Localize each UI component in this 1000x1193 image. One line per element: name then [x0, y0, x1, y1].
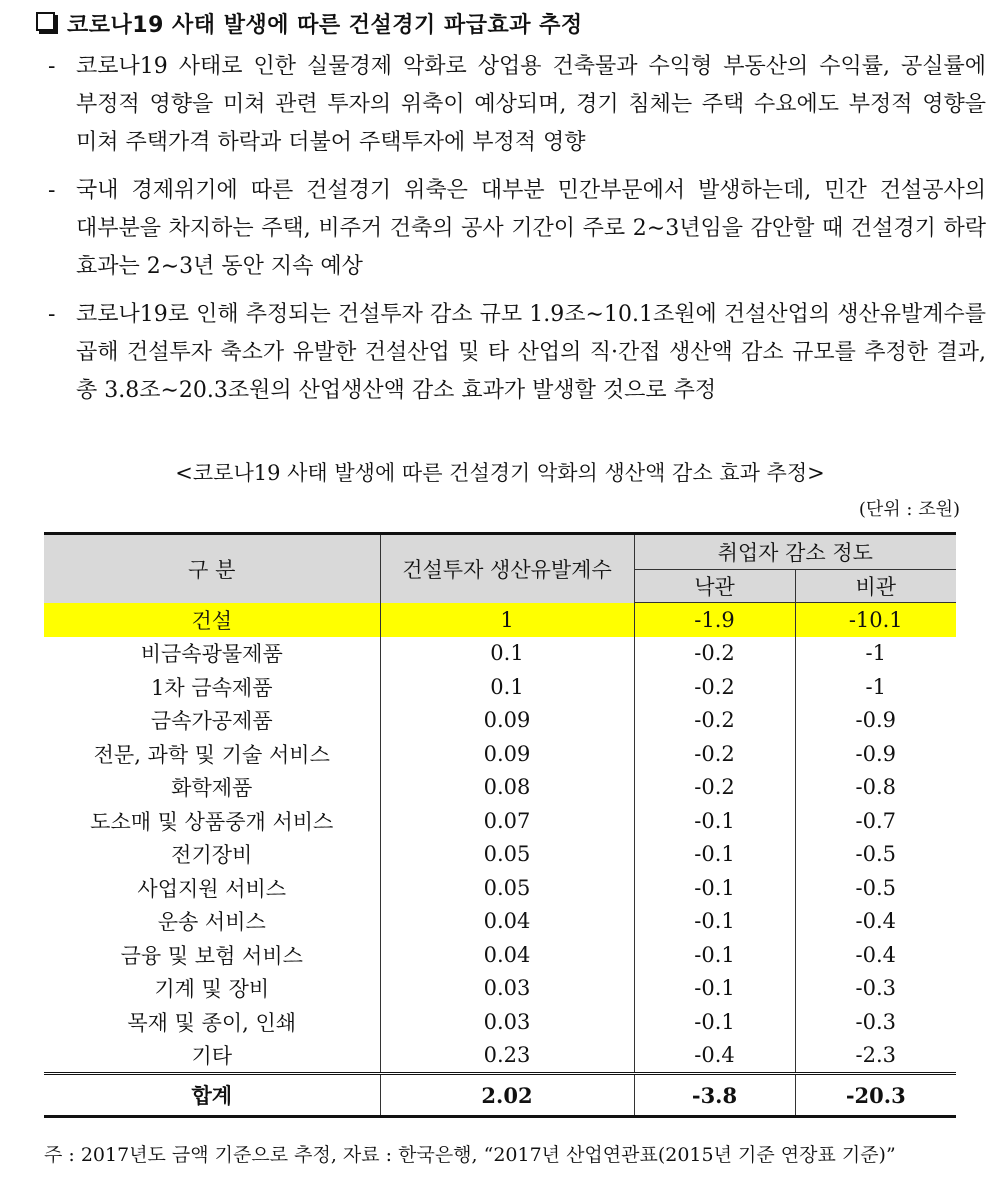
unit-label: (단위 : 조원): [858, 499, 960, 520]
cell-optimistic: -0.1: [634, 905, 795, 939]
cell-optimistic: -0.2: [634, 737, 795, 771]
cell-optimistic: -0.1: [634, 838, 795, 872]
cell-coefficient: 0.03: [380, 972, 634, 1006]
total-row: [44, 1074, 956, 1117]
cell-category: 1차 금속제품: [44, 670, 380, 704]
cell-pessimistic: -0.9: [795, 704, 956, 738]
header-coefficient: 건설투자 생산유발계수: [380, 534, 634, 603]
cell-optimistic: -0.2: [634, 704, 795, 738]
table-row: [44, 905, 956, 939]
dash-marker: -: [48, 302, 56, 327]
total-coefficient: 2.02: [380, 1074, 634, 1117]
bullet-item: [36, 48, 986, 162]
cell-category: 화학제품: [44, 771, 380, 805]
table-row: [44, 804, 956, 838]
cell-coefficient: 0.08: [380, 771, 634, 805]
cell-pessimistic: -0.4: [795, 938, 956, 972]
cell-optimistic: -0.1: [634, 1005, 795, 1039]
cell-optimistic: -0.2: [634, 771, 795, 805]
cell-category: 사업지원 서비스: [44, 871, 380, 905]
total-category: 합계: [44, 1074, 380, 1117]
cell-category: 도소매 및 상품중개 서비스: [44, 804, 380, 838]
table-row: [44, 871, 956, 905]
table-row: [44, 771, 956, 805]
section-heading: [36, 8, 583, 39]
bullet-list: [36, 48, 986, 420]
bullet-text: 코로나19 사태로 인한 실물경제 악화로 상업용 건축물과 수익형 부동산의 수익률, 공실률에 부정적 영향을 미쳐 관련 투자의 위축이 예상되며, 경기 침체는 주택 수요에도 부정적 영향을 미쳐 주택가격 하락과 더불어 주택투자에 부정적 영향: [76, 54, 986, 155]
cell-coefficient: 0.03: [380, 1005, 634, 1039]
cell-optimistic: -1.9: [634, 603, 795, 637]
cell-coefficient: 0.05: [380, 838, 634, 872]
cell-pessimistic: -0.9: [795, 737, 956, 771]
total-optimistic: -3.8: [634, 1074, 795, 1117]
dash-marker: -: [48, 178, 56, 203]
header-optimistic: 낙관: [634, 570, 795, 603]
cell-pessimistic: -0.3: [795, 972, 956, 1006]
bullet-item: [36, 296, 986, 410]
table-row: [44, 838, 956, 872]
checkbox-square-icon: [36, 12, 55, 31]
cell-pessimistic: -0.3: [795, 1005, 956, 1039]
cell-optimistic: -0.2: [634, 670, 795, 704]
table-row: [44, 704, 956, 738]
table-row: [44, 972, 956, 1006]
cell-pessimistic: -10.1: [795, 603, 956, 637]
table-row: [44, 1005, 956, 1039]
table-row: [44, 637, 956, 671]
table-row: [44, 1039, 956, 1074]
cell-coefficient: 0.1: [380, 670, 634, 704]
cell-optimistic: -0.4: [634, 1039, 795, 1074]
cell-pessimistic: -1: [795, 637, 956, 671]
cell-coefficient: 0.04: [380, 938, 634, 972]
cell-pessimistic: -0.8: [795, 771, 956, 805]
bullet-text: 코로나19로 인해 추정되는 건설투자 감소 규모 1.9조∼10.1조원에 건설산업의 생산유발계수를 곱해 건설투자 축소가 유발한 건설산업 및 타 산업의 직·간접 생산액 감소 규모를 추정한 결과, 총 3.8조∼20.3조원의 산업생산액 감소 효과가 발생할 것으로 추정: [76, 302, 986, 403]
cell-category: 전기장비: [44, 838, 380, 872]
header-pessimistic: 비관: [795, 570, 956, 603]
cell-coefficient: 0.07: [380, 804, 634, 838]
cell-pessimistic: -0.5: [795, 838, 956, 872]
cell-category: 금융 및 보험 서비스: [44, 938, 380, 972]
footnote: 주 : 2017년도 금액 기준으로 추정, 자료 : 한국은행, “2017년 산업연관표(2015년 기준 연장표 기준)”: [44, 1144, 896, 1166]
bullet-text: 국내 경제위기에 따른 건설경기 위축은 대부분 민간부문에서 발생하는데, 민간 건설공사의 대부분을 차지하는 주택, 비주거 건축의 공사 기간이 주로 2∼3년임을 감안할 때 건설경기 하락 효과는 2∼3년 동안 지속 예상: [76, 178, 986, 279]
cell-category: 운송 서비스: [44, 905, 380, 939]
cell-coefficient: 0.04: [380, 905, 634, 939]
cell-category: 건설: [44, 603, 380, 637]
total-pessimistic: -20.3: [795, 1074, 956, 1117]
cell-coefficient: 0.05: [380, 871, 634, 905]
cell-category: 전문, 과학 및 기술 서비스: [44, 737, 380, 771]
cell-category: 목재 및 종이, 인쇄: [44, 1005, 380, 1039]
table-row: [44, 670, 956, 704]
table-caption: <코로나19 사태 발생에 따른 건설경기 악화의 생산액 감소 효과 추정>: [175, 461, 825, 485]
cell-optimistic: -0.1: [634, 871, 795, 905]
cell-pessimistic: -0.4: [795, 905, 956, 939]
bullet-item: [36, 172, 986, 286]
cell-optimistic: -0.1: [634, 804, 795, 838]
cell-pessimistic: -2.3: [795, 1039, 956, 1074]
data-table: [44, 532, 956, 1118]
cell-pessimistic: -0.7: [795, 804, 956, 838]
cell-category: 기타: [44, 1039, 380, 1074]
cell-optimistic: -0.1: [634, 938, 795, 972]
cell-coefficient: 0.1: [380, 637, 634, 671]
cell-category: 금속가공제품: [44, 704, 380, 738]
cell-coefficient: 1: [380, 603, 634, 637]
dash-marker: -: [48, 54, 56, 79]
cell-optimistic: -0.2: [634, 637, 795, 671]
cell-pessimistic: -0.5: [795, 871, 956, 905]
cell-coefficient: 0.23: [380, 1039, 634, 1074]
cell-category: 비금속광물제품: [44, 637, 380, 671]
cell-coefficient: 0.09: [380, 704, 634, 738]
table-row: [44, 603, 956, 637]
cell-category: 기계 및 장비: [44, 972, 380, 1006]
cell-optimistic: -0.1: [634, 972, 795, 1006]
header-group: 취업자 감소 정도: [634, 534, 956, 570]
header-category: 구 분: [44, 534, 380, 603]
cell-pessimistic: -1: [795, 670, 956, 704]
section-heading-text: 코로나19 사태 발생에 따른 건설경기 파급효과 추정: [67, 13, 583, 38]
table-row: [44, 737, 956, 771]
table-row: [44, 938, 956, 972]
cell-coefficient: 0.09: [380, 737, 634, 771]
